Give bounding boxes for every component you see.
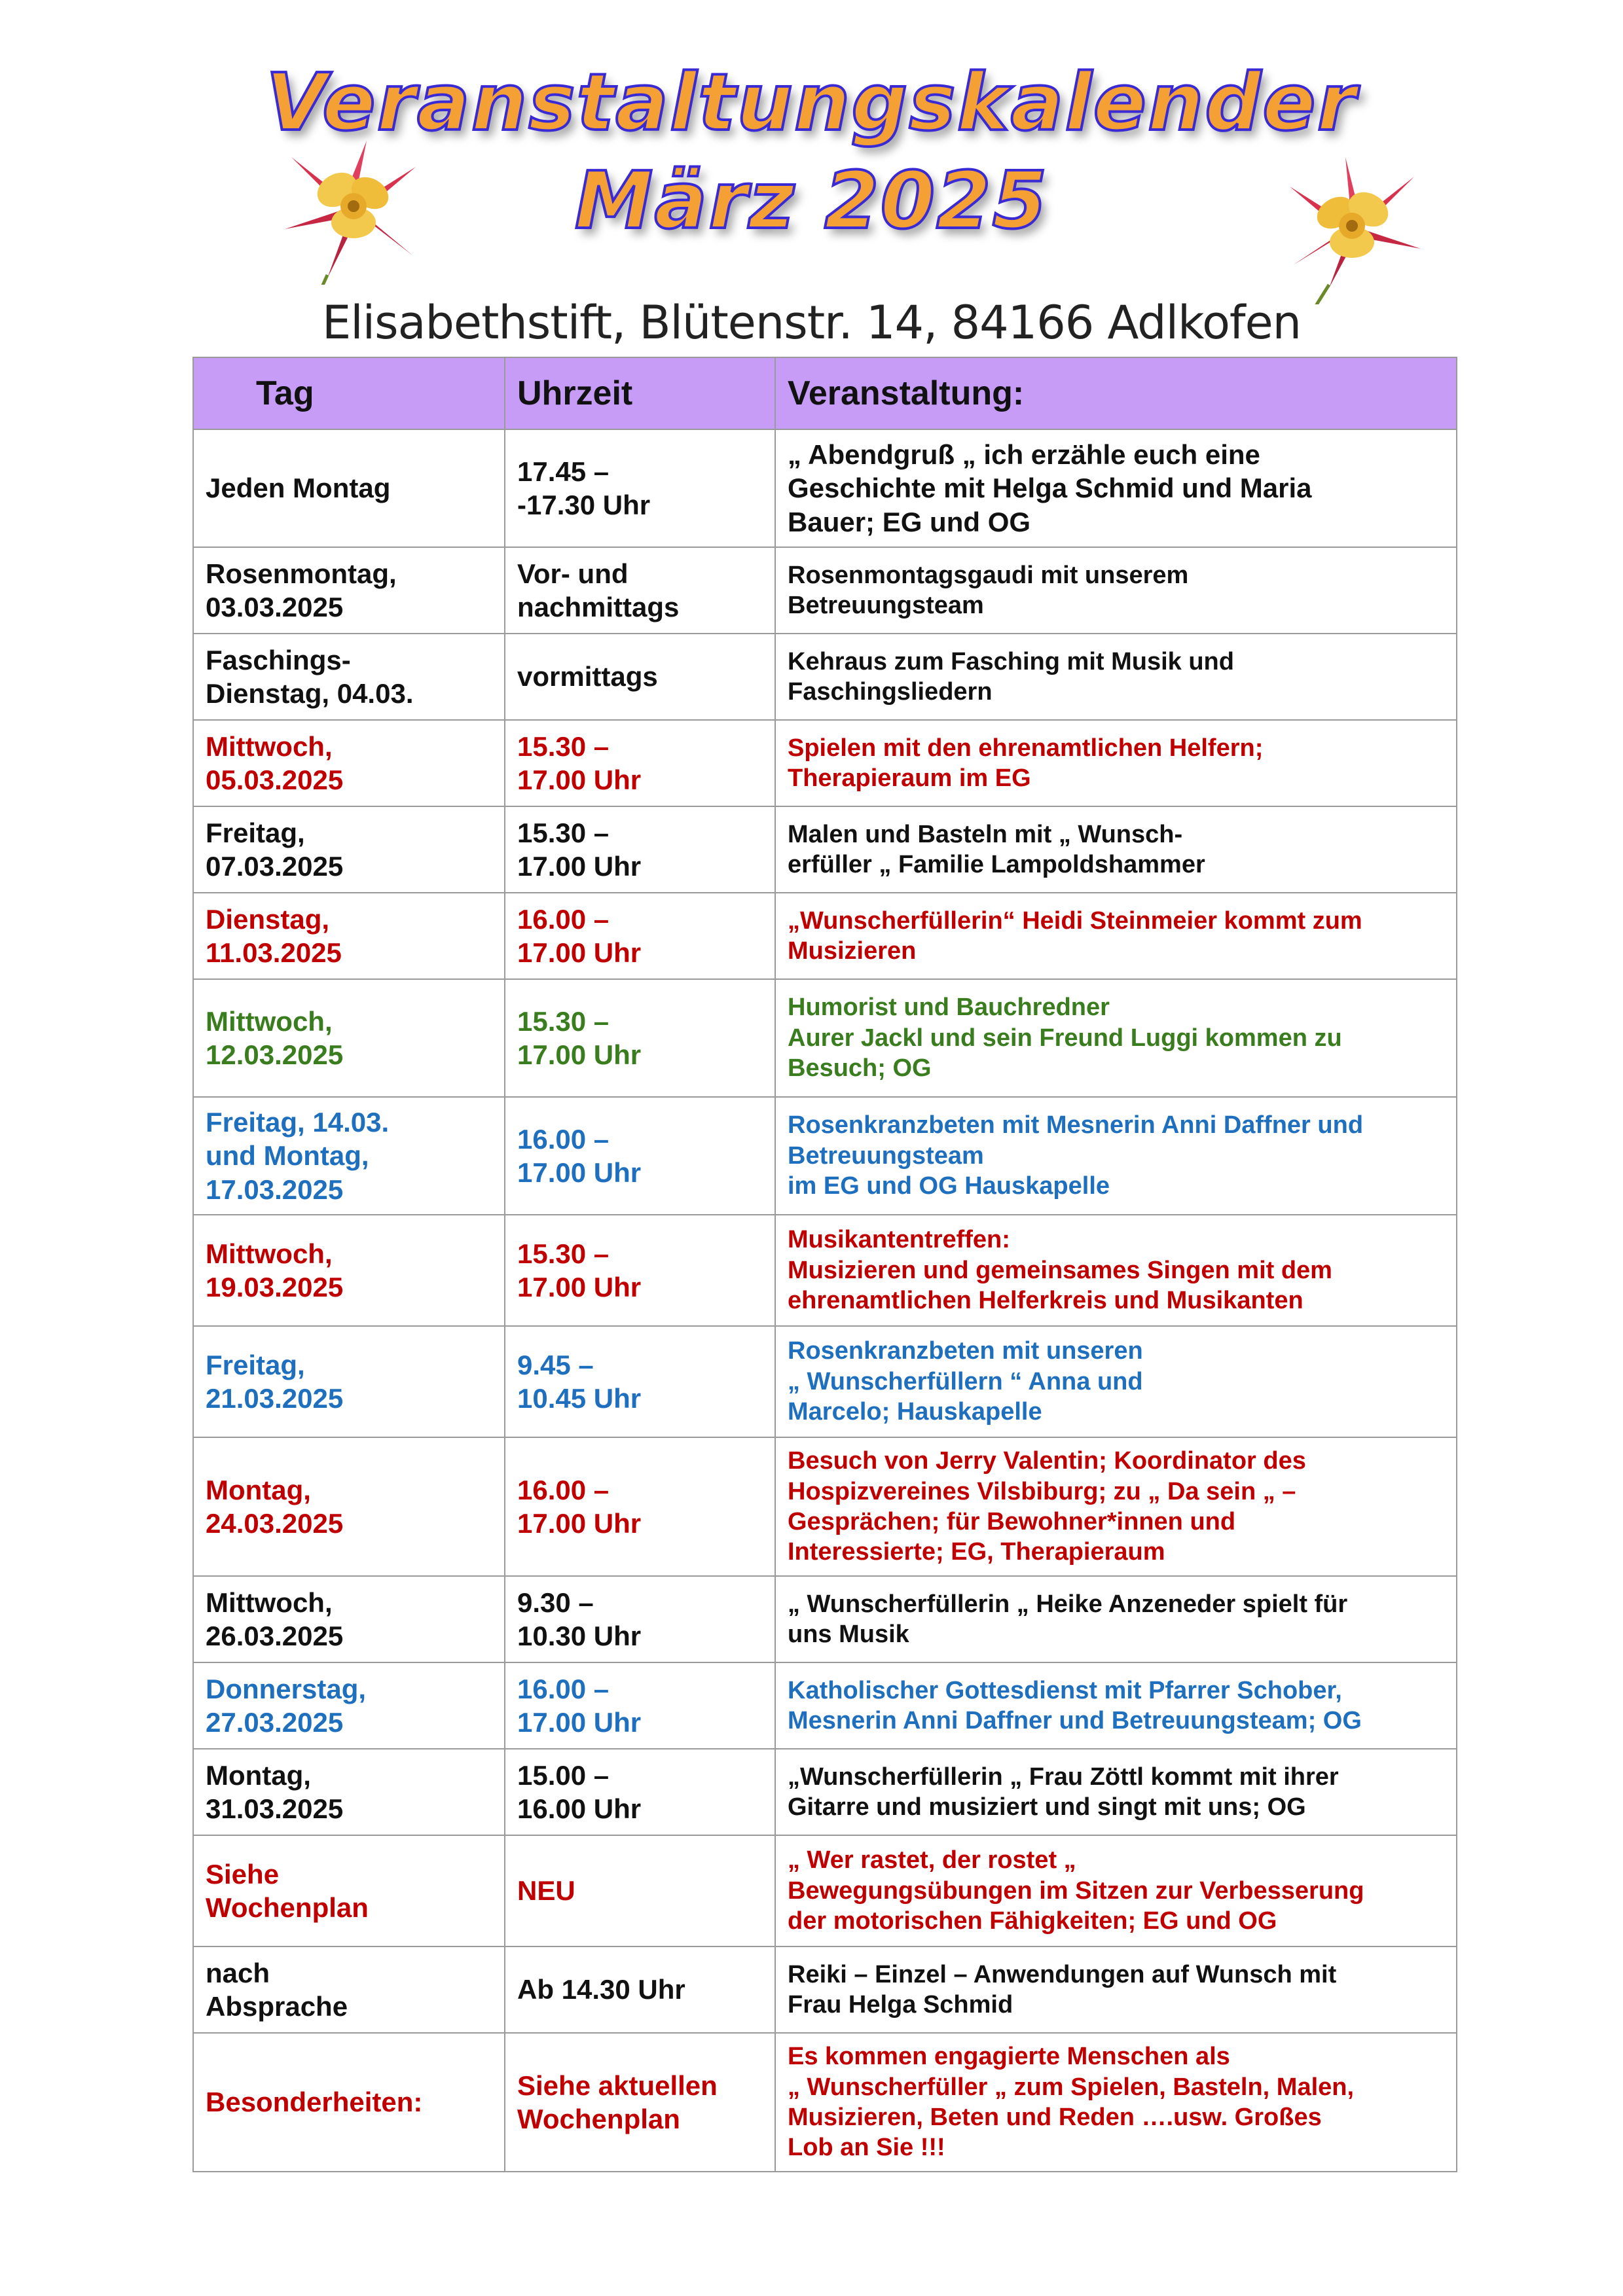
- table-row: [193, 1215, 1457, 1326]
- cell-uhrzeit: [505, 2033, 775, 2172]
- cell-tag: [193, 547, 505, 634]
- cell-tag-line: Jeden Montag: [206, 473, 391, 504]
- cell-uhrzeit-line: 16.00 Uhr: [517, 1793, 642, 1824]
- cell-uhrzeit: [505, 429, 775, 547]
- cell-veranstaltung-line: „ Wunscherfüller „ zum Spielen, Basteln, Malen,: [788, 2073, 1355, 2101]
- cell-uhrzeit-line: NEU: [517, 1875, 575, 1907]
- cell-veranstaltung: [775, 1835, 1457, 1946]
- cell-veranstaltung: [775, 634, 1457, 720]
- cell-veranstaltung-line: Hospizvereines Vilsbiburg; zu „ Da sein „ –: [788, 1477, 1296, 1505]
- title-line-2: März 2025: [574, 156, 1049, 247]
- table-row: [193, 1749, 1457, 1835]
- cell-tag: [193, 1576, 505, 1662]
- table-row: [193, 1662, 1457, 1749]
- cell-veranstaltung-line: der motorischen Fähigkeiten; EG und OG: [788, 1907, 1277, 1935]
- cell-uhrzeit-line: vormittags: [517, 661, 658, 692]
- cell-tag-line: 05.03.2025: [206, 764, 344, 795]
- cell-tag-line: Besonderheiten:: [206, 2087, 423, 2118]
- cell-veranstaltung-line: Frau Helga Schmid: [788, 1991, 1013, 2018]
- cell-uhrzeit: [505, 1097, 775, 1215]
- cell-veranstaltung-line: Marcelo; Hauskapelle: [788, 1398, 1042, 1426]
- cell-veranstaltung-line: Musizieren: [788, 937, 917, 965]
- cell-tag: [193, 1097, 505, 1215]
- cell-veranstaltung-line: Mesnerin Anni Daffner und Betreuungsteam; OG: [788, 1707, 1362, 1734]
- table-row: [193, 1326, 1457, 1437]
- cell-tag-line: Mittwoch,: [206, 1587, 333, 1618]
- event-rows: [193, 429, 1457, 2172]
- cell-tag: [193, 1662, 505, 1749]
- cell-uhrzeit: [505, 979, 775, 1097]
- cell-veranstaltung: [775, 1326, 1457, 1437]
- cell-uhrzeit-line: nachmittags: [517, 592, 680, 622]
- cell-veranstaltung-line: Bewegungsübungen im Sitzen zur Verbesserung: [788, 1876, 1364, 1905]
- cell-tag-line: 21.03.2025: [206, 1383, 344, 1414]
- cell-veranstaltung: [775, 1437, 1457, 1576]
- cell-tag-line: 26.03.2025: [206, 1621, 344, 1651]
- cell-veranstaltung-line: Betreuungsteam: [788, 592, 984, 619]
- cell-veranstaltung-line: Es kommen engagierte Menschen als: [788, 2043, 1230, 2071]
- cell-veranstaltung-line: „ Wunscherfüllern “ Anna und: [788, 1367, 1143, 1395]
- cell-tag: [193, 2033, 505, 2172]
- cell-tag-line: Faschings-: [206, 644, 351, 675]
- cell-tag: [193, 1326, 505, 1437]
- cell-uhrzeit-line: 17.45 –: [517, 456, 610, 487]
- cell-tag-line: 27.03.2025: [206, 1707, 344, 1738]
- cell-veranstaltung-line: „Wunscherfüllerin“ Heidi Steinmeier kommt zum: [788, 906, 1362, 935]
- cell-tag: [193, 429, 505, 547]
- cell-uhrzeit: [505, 893, 775, 979]
- cell-tag-line: Freitag,: [206, 817, 305, 848]
- cell-tag: [193, 1835, 505, 1946]
- cell-tag-line: Wochenplan: [206, 1892, 369, 1923]
- cell-uhrzeit-line: 15.30 –: [517, 730, 610, 762]
- cell-veranstaltung-line: „ Wunscherfüllerin „ Heike Anzeneder spielt für: [788, 1590, 1348, 1618]
- cell-tag-line: 31.03.2025: [206, 1793, 344, 1824]
- cell-uhrzeit-line: 16.00 –: [517, 1673, 610, 1704]
- cell-uhrzeit-line: Vor- und: [517, 558, 629, 589]
- cell-veranstaltung-line: Rosenkranzbeten mit unseren: [788, 1337, 1143, 1365]
- cell-tag-line: 11.03.2025: [206, 937, 342, 968]
- cell-tag-line: Montag,: [206, 1474, 311, 1505]
- cell-veranstaltung-line: „Wunscherfüllerin „ Frau Zöttl kommt mit ihrer: [788, 1763, 1339, 1791]
- cell-tag-line: 17.03.2025: [206, 1174, 344, 1205]
- cell-tag-line: Montag,: [206, 1759, 311, 1791]
- table-row: [193, 1097, 1457, 1215]
- cell-tag-line: Rosenmontag,: [206, 558, 397, 589]
- table-header-row: [193, 357, 1457, 429]
- cell-tag-line: Freitag, 14.03.: [206, 1107, 390, 1138]
- table-row: [193, 1835, 1457, 1946]
- cell-veranstaltung-line: Besuch von Jerry Valentin; Koordinator des: [788, 1447, 1306, 1475]
- cell-veranstaltung-line: Humorist und Bauchredner: [788, 994, 1110, 1022]
- header-uhrzeit: Uhrzeit: [505, 357, 775, 429]
- cell-veranstaltung-line: Besuch; OG: [788, 1054, 932, 1083]
- cell-uhrzeit-line: 17.00 Uhr: [517, 1272, 642, 1302]
- cell-veranstaltung: [775, 429, 1457, 547]
- cell-veranstaltung: [775, 806, 1457, 893]
- cell-veranstaltung-line: Katholischer Gottesdienst mit Pfarrer Schober,: [788, 1676, 1342, 1704]
- cell-veranstaltung-line: Bauer; EG und OG: [788, 506, 1031, 537]
- table-row: [193, 634, 1457, 720]
- cell-tag: [193, 720, 505, 806]
- cell-veranstaltung-line: erfüller „ Familie Lampoldshammer: [788, 851, 1205, 878]
- cell-uhrzeit-line: 16.00 –: [517, 1474, 610, 1505]
- cell-uhrzeit: [505, 806, 775, 893]
- table-row: [193, 979, 1457, 1097]
- cell-tag: [193, 1215, 505, 1326]
- cell-tag-line: 12.03.2025: [206, 1039, 344, 1070]
- columbine-flower-right-image: [1267, 154, 1437, 304]
- cell-tag-line: 19.03.2025: [206, 1272, 344, 1302]
- cell-veranstaltung-line: Malen und Basteln mit „ Wunsch-: [788, 820, 1183, 848]
- cell-tag-line: Freitag,: [206, 1349, 305, 1380]
- cell-tag-line: Mittwoch,: [206, 1005, 333, 1037]
- cell-uhrzeit: [505, 720, 775, 806]
- cell-veranstaltung: [775, 1576, 1457, 1662]
- cell-veranstaltung-line: im EG und OG Hauskapelle: [788, 1172, 1110, 1200]
- table-row: [193, 893, 1457, 979]
- cell-uhrzeit: [505, 1946, 775, 2033]
- cell-tag-line: 24.03.2025: [206, 1508, 344, 1539]
- cell-veranstaltung-line: „ Abendgruß „ ich erzähle euch eine: [788, 439, 1260, 471]
- cell-veranstaltung: [775, 547, 1457, 634]
- cell-tag-line: Siehe: [206, 1858, 280, 1890]
- cell-veranstaltung: [775, 720, 1457, 806]
- cell-veranstaltung-line: Kehraus zum Fasching mit Musik und: [788, 647, 1234, 675]
- cell-veranstaltung: [775, 2033, 1457, 2172]
- cell-veranstaltung: [775, 1946, 1457, 2033]
- cell-uhrzeit: [505, 1835, 775, 1946]
- cell-tag: [193, 1749, 505, 1835]
- cell-uhrzeit: [505, 1576, 775, 1662]
- cell-veranstaltung-line: Rosenkranzbeten mit Mesnerin Anni Daffner und: [788, 1111, 1364, 1139]
- cell-tag-line: 07.03.2025: [206, 851, 344, 882]
- cell-uhrzeit-line: 9.45 –: [517, 1349, 594, 1380]
- cell-veranstaltung: [775, 979, 1457, 1097]
- cell-veranstaltung: [775, 893, 1457, 979]
- cell-uhrzeit-line: 17.00 Uhr: [517, 1157, 642, 1188]
- cell-tag-line: und Montag,: [206, 1140, 369, 1172]
- cell-veranstaltung-line: Musizieren, Beten und Reden ….usw. Großes: [788, 2104, 1322, 2131]
- cell-uhrzeit-line: 9.30 –: [517, 1587, 594, 1618]
- cell-uhrzeit-line: Ab 14.30 Uhr: [517, 1974, 685, 2005]
- cell-veranstaltung-line: „ Wer rastet, der rostet „: [788, 1846, 1076, 1874]
- cell-tag-line: Dienstag,: [206, 903, 330, 935]
- cell-tag-line: nach: [206, 1957, 270, 1988]
- cell-uhrzeit-line: 10.45 Uhr: [517, 1383, 642, 1414]
- table-row: [193, 547, 1457, 634]
- table-row: [193, 1576, 1457, 1662]
- table-row: [193, 806, 1457, 893]
- cell-veranstaltung: [775, 1749, 1457, 1835]
- cell-uhrzeit-line: 17.00 Uhr: [517, 851, 642, 882]
- cell-uhrzeit-line: 15.30 –: [517, 1005, 610, 1037]
- header-tag: Tag: [193, 357, 505, 429]
- cell-tag: [193, 893, 505, 979]
- cell-veranstaltung-line: ehrenamtlichen Helferkreis und Musikanten: [788, 1287, 1304, 1315]
- cell-uhrzeit: [505, 1662, 775, 1749]
- cell-tag: [193, 979, 505, 1097]
- cell-uhrzeit-line: 17.00 Uhr: [517, 1039, 642, 1070]
- cell-uhrzeit-line: 17.00 Uhr: [517, 1707, 642, 1738]
- cell-veranstaltung-line: Spielen mit den ehrenamtlichen Helfern;: [788, 734, 1264, 762]
- cell-veranstaltung-line: Faschingsliedern: [788, 678, 993, 706]
- table-row: [193, 1946, 1457, 2033]
- cell-veranstaltung-line: Gesprächen; für Bewohner*innen und: [788, 1508, 1236, 1535]
- cell-veranstaltung-line: Musizieren und gemeinsames Singen mit dem: [788, 1256, 1332, 1284]
- cell-uhrzeit-line: 16.00 –: [517, 1123, 610, 1155]
- table-row: [193, 429, 1457, 547]
- event-calendar-table: [192, 357, 1457, 2172]
- cell-tag: [193, 806, 505, 893]
- cell-veranstaltung: [775, 1097, 1457, 1215]
- cell-veranstaltung-line: Gitarre und musiziert und singt mit uns; OG: [788, 1793, 1306, 1821]
- cell-uhrzeit-line: 17.00 Uhr: [517, 764, 642, 795]
- address-line: Elisabethstift, Blütenstr. 14, 84166 Adlkofen: [322, 296, 1301, 350]
- cell-uhrzeit: [505, 634, 775, 720]
- cell-uhrzeit: [505, 1749, 775, 1835]
- cell-uhrzeit-line: -17.30 Uhr: [517, 490, 651, 520]
- cell-uhrzeit: [505, 1437, 775, 1576]
- cell-uhrzeit-line: 17.00 Uhr: [517, 1508, 642, 1539]
- header-veranstaltung: Veranstaltung:: [775, 357, 1457, 429]
- cell-tag: [193, 1946, 505, 2033]
- cell-uhrzeit: [505, 1215, 775, 1326]
- cell-uhrzeit-line: 15.00 –: [517, 1759, 610, 1791]
- cell-veranstaltung-line: Aurer Jackl und sein Freund Luggi kommen zu: [788, 1024, 1342, 1052]
- title-line-1: Veranstaltungskalender: [266, 58, 1357, 149]
- table-row: [193, 1437, 1457, 1576]
- cell-tag: [193, 1437, 505, 1576]
- cell-veranstaltung-line: Reiki – Einzel – Anwendungen auf Wunsch mit: [788, 1960, 1337, 1988]
- cell-veranstaltung-line: Interessierte; EG, Therapieraum: [788, 1538, 1165, 1566]
- cell-uhrzeit-line: 15.30 –: [517, 817, 610, 848]
- cell-uhrzeit: [505, 547, 775, 634]
- cell-veranstaltung-line: Lob an Sie !!!: [788, 2134, 945, 2162]
- cell-veranstaltung-line: Musikantentreffen:: [788, 1226, 1010, 1254]
- cell-uhrzeit-line: Siehe aktuellen: [517, 2070, 718, 2101]
- cell-tag: [193, 634, 505, 720]
- cell-uhrzeit-line: 10.30 Uhr: [517, 1621, 642, 1651]
- cell-uhrzeit-line: Wochenplan: [517, 2104, 680, 2134]
- cell-uhrzeit-line: 15.30 –: [517, 1238, 610, 1269]
- cell-veranstaltung-line: Therapieraum im EG: [788, 764, 1031, 792]
- table-row: [193, 720, 1457, 806]
- cell-veranstaltung-line: Geschichte mit Helga Schmid und Maria: [788, 473, 1312, 504]
- cell-tag-line: Mittwoch,: [206, 1238, 333, 1269]
- cell-veranstaltung-line: Betreuungsteam: [788, 1141, 984, 1170]
- cell-tag-line: Donnerstag,: [206, 1673, 367, 1704]
- cell-uhrzeit: [505, 1326, 775, 1437]
- cell-veranstaltung-line: uns Musik: [788, 1621, 909, 1648]
- cell-uhrzeit-line: 16.00 –: [517, 903, 610, 935]
- columbine-flower-left-image: [268, 134, 439, 285]
- cell-veranstaltung: [775, 1215, 1457, 1326]
- cell-veranstaltung-line: Rosenmontagsgaudi mit unserem: [788, 561, 1189, 589]
- cell-tag-line: Mittwoch,: [206, 730, 333, 762]
- cell-uhrzeit-line: 17.00 Uhr: [517, 937, 642, 968]
- cell-veranstaltung: [775, 1662, 1457, 1749]
- cell-tag-line: Dienstag, 04.03.: [206, 678, 414, 709]
- cell-tag-line: 03.03.2025: [206, 592, 344, 622]
- cell-tag-line: Absprache: [206, 1991, 348, 2022]
- table-row: [193, 2033, 1457, 2172]
